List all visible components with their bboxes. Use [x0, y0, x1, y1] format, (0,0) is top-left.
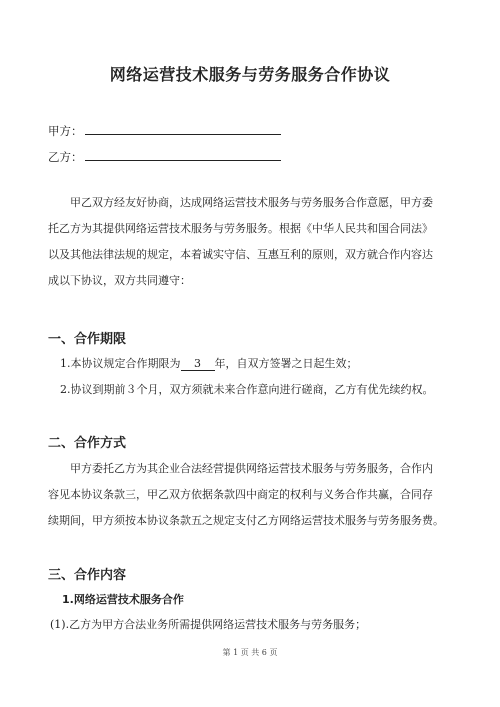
- section3-heading: 三、合作内容: [48, 568, 127, 583]
- section1-item1-prefix: 1.本协议规定合作期限为: [60, 357, 181, 370]
- intro-line: 甲乙双方经友好协商，达成网络运营技术服务与劳务服务合作意愿，甲方委: [70, 196, 433, 209]
- term-years-value: 3: [181, 357, 215, 371]
- section1-item2: 2.协议到期前３个月，双方须就未来合作意向进行磋商，乙方有优先续约权。: [60, 383, 434, 396]
- intro-paragraph: [48, 190, 458, 294]
- intro-line: 成以下协议，双方共同遵守：: [48, 274, 191, 287]
- document-title: 网络运营技术服务与劳务服务合作协议: [109, 65, 391, 84]
- section2-line: 续期间，甲方须按本协议条款五之规定支付乙方网络运营技术服务与劳务服务费。: [48, 514, 444, 527]
- section2-line: 容见本协议条款三，甲乙双方依据条款四中商定的权利与义务合作共赢，合同存: [48, 488, 433, 501]
- party-a-blank: [85, 122, 281, 135]
- section2-line: 甲方委托乙方为其企业合法经营提供网络运营技术服务与劳务服务，合作内: [70, 462, 433, 475]
- section3-item1: (1).乙方为甲方合法业务所需提供网络运营技术服务与劳务服务；: [50, 618, 367, 631]
- page-footer: 第 1 页 共 6 页: [222, 648, 278, 657]
- section1-item1-suffix: 年，自双方签署之日起生效；: [214, 357, 358, 370]
- section1-item1: [60, 355, 358, 371]
- party-b-label: 乙方：: [48, 150, 83, 164]
- intro-line: 以及其他法律法规的规定，本着诚实守信、互惠互利的原则，双方就合作内容达: [48, 248, 433, 261]
- section2-paragraph: [48, 456, 458, 534]
- party-b-blank: [85, 148, 281, 161]
- section2-heading: 二、合作方式: [48, 436, 127, 451]
- section1-heading: 一、合作期限: [48, 332, 127, 347]
- party-a-label: 甲方：: [48, 124, 83, 138]
- intro-line: 托乙方为其提供网络运营技术服务与劳务服务。根据《中华人民共和国合同法》: [48, 222, 433, 235]
- section3-subheading: 1.网络运营技术服务合作: [62, 593, 184, 606]
- party-b-line: [48, 148, 281, 165]
- party-a-line: [48, 122, 281, 139]
